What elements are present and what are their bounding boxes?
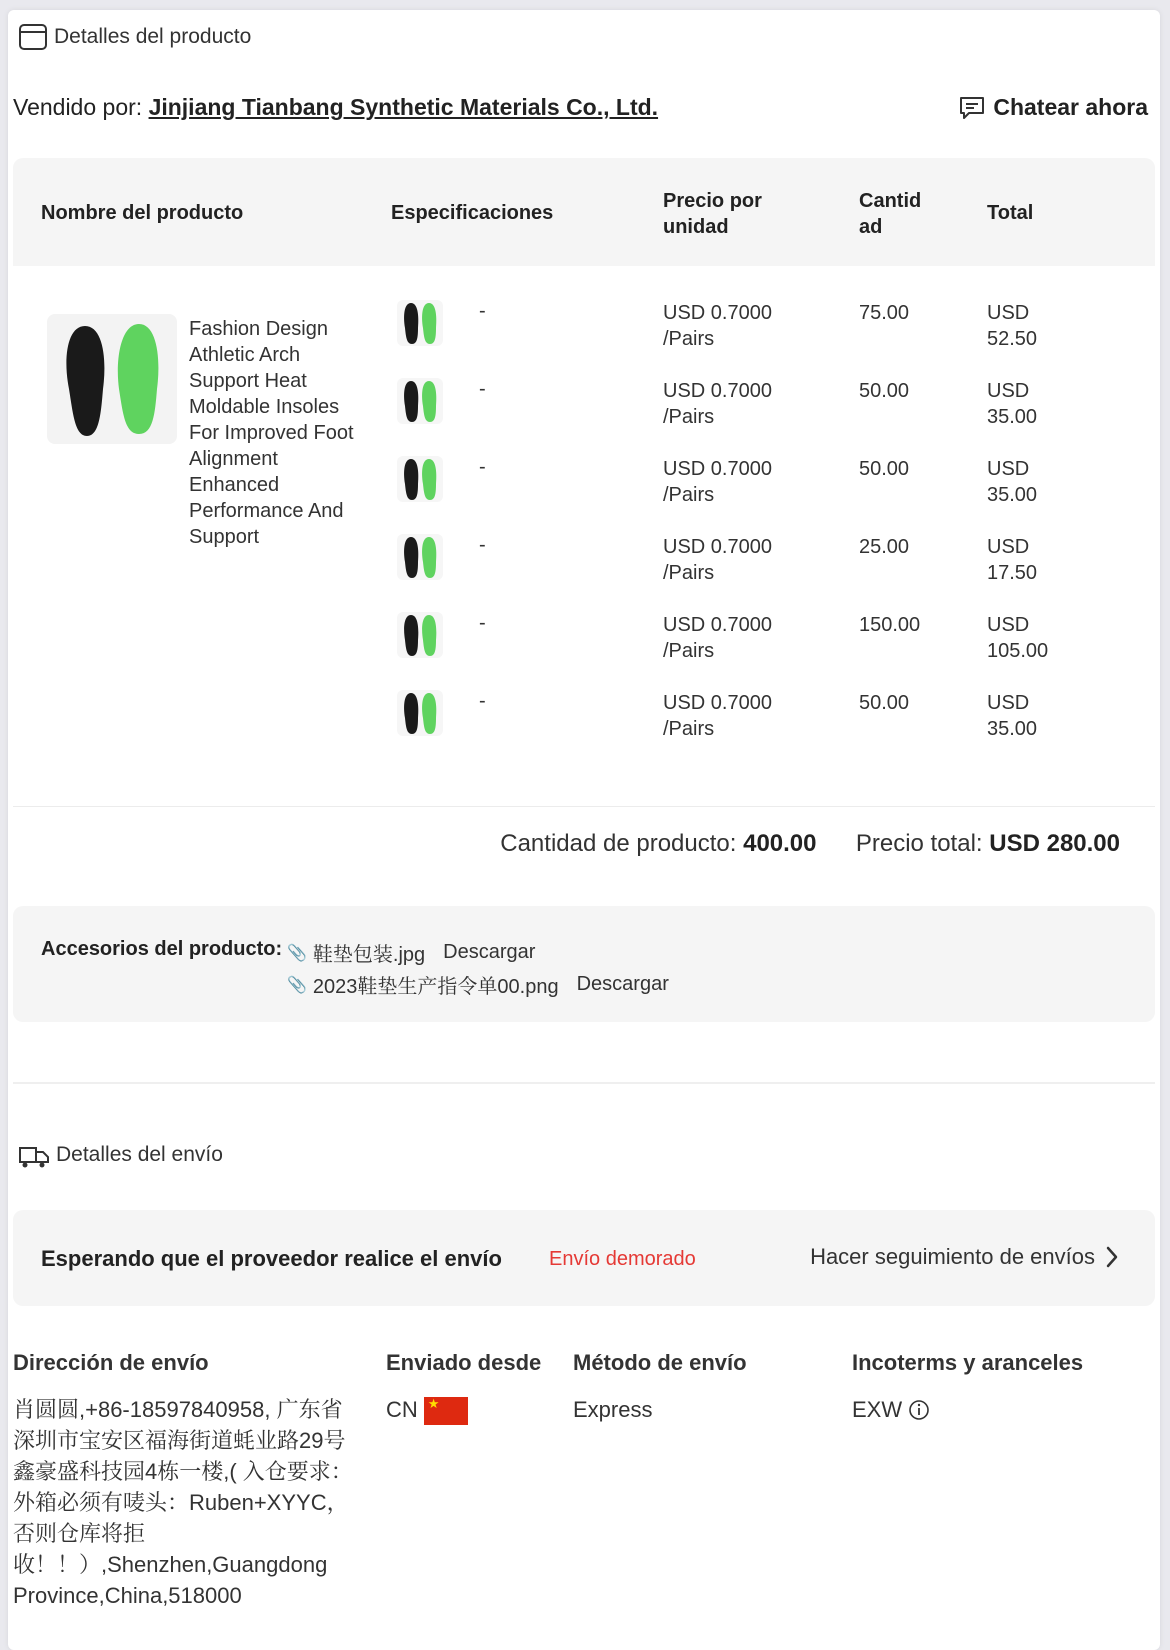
order-card — [8, 10, 1160, 1650]
unit-price — [663, 378, 772, 430]
paperclip-icon: 📎 — [287, 976, 307, 994]
seller-prefix: Vendido por: — [13, 94, 149, 120]
accessories-label: Accesorios del producto: — [41, 938, 283, 960]
unit-price-amount: USD 0.7000 — [663, 614, 772, 636]
unit-price — [663, 534, 772, 586]
shipping-section-title: Detalles del envío — [56, 1143, 223, 1166]
row-total — [987, 300, 1037, 352]
row-total-amount: 105.00 — [987, 640, 1049, 662]
unit-price-unit: /Pairs — [663, 562, 715, 584]
row-total-currency: USD — [987, 692, 1030, 714]
chevron-right-icon — [1105, 1245, 1119, 1269]
row-total-currency: USD — [987, 536, 1030, 558]
table-row — [13, 456, 1155, 536]
unit-price — [663, 300, 772, 352]
row-total — [987, 456, 1037, 508]
spec-value: - — [479, 300, 486, 322]
product-section-header — [18, 22, 251, 52]
table-row — [13, 534, 1155, 614]
unit-price-unit: /Pairs — [663, 328, 715, 350]
quantity: 50.00 — [859, 692, 910, 714]
shipping-method-value: Express — [573, 1397, 653, 1422]
col-product-name: Nombre del producto — [41, 202, 244, 224]
quantity: 50.00 — [859, 458, 910, 480]
row-total-amount: 17.50 — [987, 562, 1038, 584]
row-total-currency: USD — [987, 458, 1030, 480]
spec-thumbnail[interactable] — [397, 690, 443, 736]
col-quantity — [859, 188, 921, 240]
paperclip-icon: 📎 — [287, 944, 307, 962]
table-row — [13, 690, 1155, 770]
row-total-currency: USD — [987, 614, 1030, 636]
address-value: 肖圆圆,+86-18597840958, 广东省深圳市宝安区福海街道蚝业路29号鑫豪盛科技园4栋一楼,( 入仓要求： 外箱必须有唛头：Ruben+XYYC，否则仓库将拒收！！）,Shenzhen,Guangdong Province,China,518000 — [13, 1397, 353, 1608]
box-icon — [18, 22, 48, 52]
product-accessories — [13, 906, 1155, 1022]
spec-thumbnail[interactable] — [397, 300, 443, 346]
row-total — [987, 612, 1048, 664]
col-unit-price — [663, 188, 762, 240]
table-row — [13, 612, 1155, 692]
col-unit-price-line1: Precio por — [663, 190, 762, 212]
spec-thumbnail[interactable] — [397, 378, 443, 424]
incoterms-code: EXW — [852, 1397, 903, 1422]
unit-price — [663, 612, 772, 664]
spec-value: - — [479, 612, 486, 634]
chat-now-button[interactable] — [959, 94, 1148, 121]
col-total: Total — [987, 202, 1034, 224]
track-shipment-label: Hacer seguimiento de envíos — [810, 1244, 1095, 1269]
chat-now-label: Chatear ahora — [993, 94, 1148, 120]
download-link[interactable]: Descargar — [443, 941, 536, 963]
col-unit-price-line2: unidad — [663, 216, 729, 238]
unit-price-amount: USD 0.7000 — [663, 692, 772, 714]
section-divider — [13, 1082, 1155, 1084]
spec-thumbnail[interactable] — [397, 456, 443, 502]
row-total-amount: 35.00 — [987, 484, 1038, 506]
row-total — [987, 534, 1037, 586]
row-total-currency: USD — [987, 302, 1030, 324]
unit-price-unit: /Pairs — [663, 640, 715, 662]
unit-price-amount: USD 0.7000 — [663, 302, 772, 324]
attachment-item — [287, 970, 669, 999]
quantity: 25.00 — [859, 536, 910, 558]
spec-value: - — [479, 378, 486, 400]
incoterms-value — [852, 1394, 930, 1425]
product-qty-value: 400.00 — [743, 830, 817, 857]
row-total-currency: USD — [987, 380, 1030, 402]
ship-from-country: CN — [386, 1397, 418, 1422]
table-row — [13, 378, 1155, 458]
col-specs: Especificaciones — [391, 202, 554, 224]
unit-price-unit: /Pairs — [663, 718, 715, 740]
shipping-method-label: Método de envío — [573, 1350, 747, 1375]
product-name[interactable]: Fashion Design Athletic Arch Support Heat Moldable Insoles For Improved Foot Alignment Enhanced Performance And Support — [189, 318, 354, 548]
row-total — [987, 378, 1037, 430]
attachment-name[interactable]: 2023鞋垫生产指令单00.png — [312, 976, 559, 998]
address-label: Dirección de envío — [13, 1350, 209, 1375]
total-price-label: Precio total: — [855, 830, 990, 857]
attachment-item — [287, 938, 535, 967]
unit-price-unit: /Pairs — [663, 484, 715, 506]
ship-from-value — [386, 1394, 468, 1425]
spec-value: - — [479, 456, 486, 478]
spec-value: - — [479, 690, 486, 712]
china-flag-icon — [424, 1397, 468, 1425]
unit-price-amount: USD 0.7000 — [663, 380, 772, 402]
quantity: 75.00 — [859, 302, 910, 324]
order-summary — [500, 830, 1120, 858]
delay-badge: Envío demorado — [549, 1248, 696, 1270]
col-quantity-line2: ad — [859, 216, 883, 238]
spec-thumbnail[interactable] — [397, 534, 443, 580]
shipping-section-header — [18, 1140, 223, 1170]
track-shipment-link[interactable] — [810, 1244, 1119, 1270]
total-price-value: USD 280.00 — [989, 830, 1120, 857]
shipping-status: Esperando que el proveedor realice el envío — [41, 1246, 502, 1271]
incoterms-label: Incoterms y aranceles — [852, 1350, 1084, 1375]
attachment-name[interactable]: 鞋垫包装.jpg — [312, 944, 426, 966]
row-total-amount: 52.50 — [987, 328, 1038, 350]
seller-line — [13, 94, 658, 121]
unit-price-amount: USD 0.7000 — [663, 536, 772, 558]
quantity: 50.00 — [859, 380, 910, 402]
product-section-title: Detalles del producto — [54, 25, 252, 48]
ship-from-label: Enviado desde — [386, 1350, 542, 1375]
seller-link[interactable]: Jinjiang Tianbang Synthetic Materials Co., Ltd. — [148, 94, 659, 120]
chat-icon — [959, 96, 985, 120]
download-link[interactable]: Descargar — [576, 973, 669, 995]
unit-price — [663, 690, 772, 742]
unit-price-amount: USD 0.7000 — [663, 458, 772, 480]
table-row — [13, 300, 1155, 380]
table-header — [13, 158, 1155, 266]
shipping-status-bar — [13, 1210, 1155, 1306]
quantity: 150.00 — [859, 614, 921, 636]
unit-price — [663, 456, 772, 508]
unit-price-unit: /Pairs — [663, 406, 715, 428]
product-qty-label: Cantidad de producto: — [500, 830, 744, 857]
col-quantity-line1: Cantid — [859, 190, 922, 212]
row-total-amount: 35.00 — [987, 406, 1038, 428]
row-total-amount: 35.00 — [987, 718, 1038, 740]
spec-thumbnail[interactable] — [397, 612, 443, 658]
product-row — [13, 266, 1155, 807]
spec-value: - — [479, 534, 486, 556]
row-total — [987, 690, 1037, 742]
info-icon[interactable] — [908, 1399, 930, 1421]
truck-icon — [18, 1140, 50, 1170]
